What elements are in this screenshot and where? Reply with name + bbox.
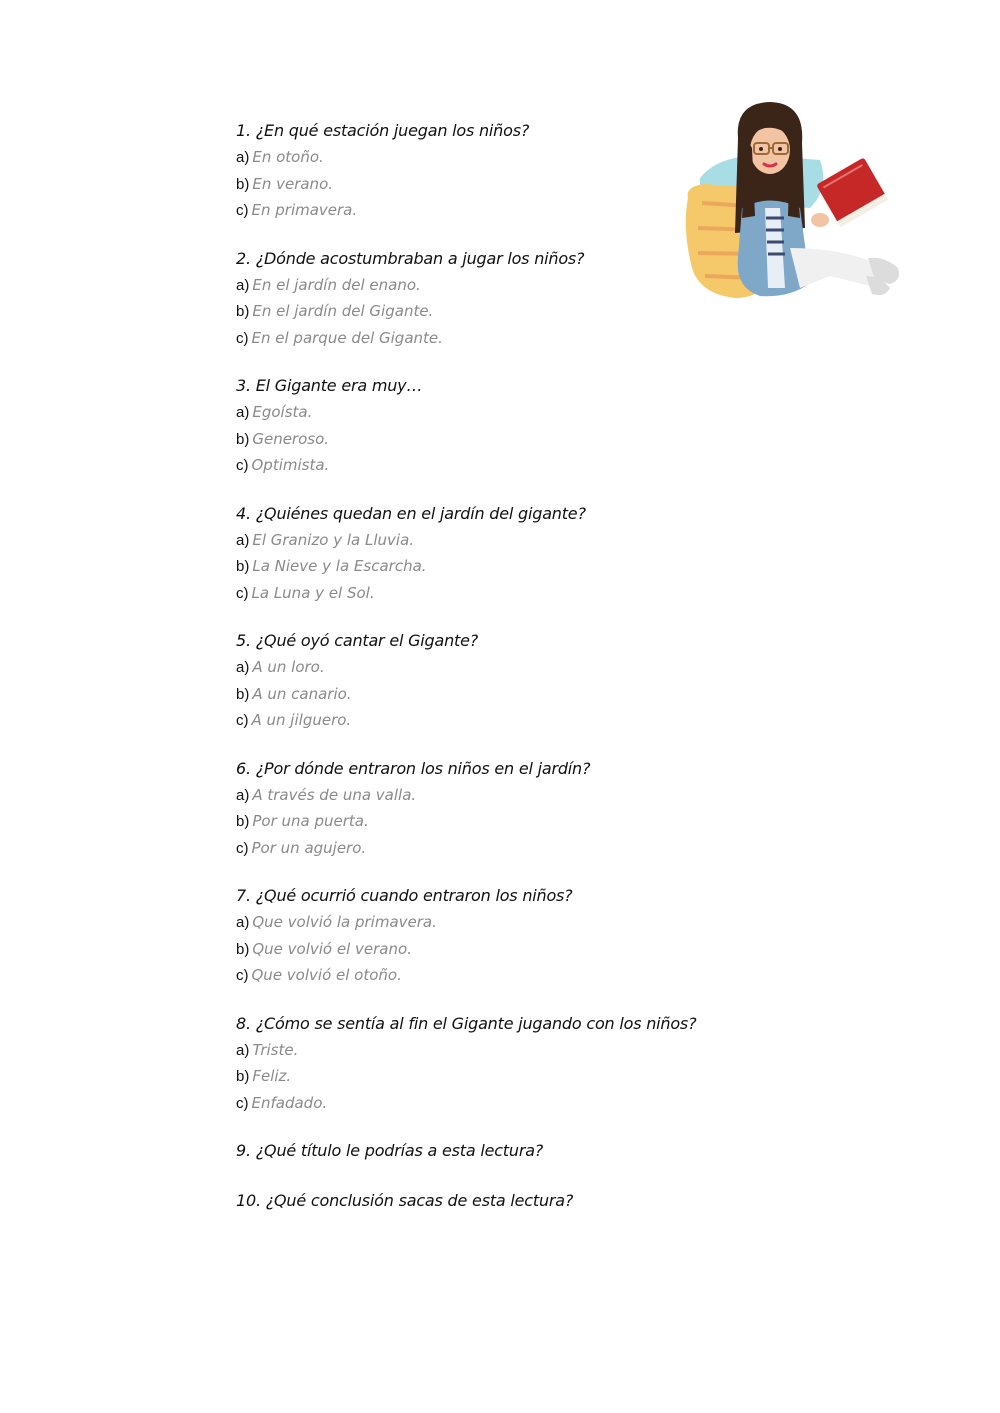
answer-option[interactable] (236, 298, 756, 325)
option-letter: b) (236, 685, 250, 703)
answer-option[interactable] (236, 654, 756, 681)
option-letter: a) (236, 404, 250, 421)
question-block (236, 373, 756, 479)
option-letter: c) (236, 1094, 249, 1112)
option-text: Egoísta. (252, 403, 313, 421)
option-text: Generoso. (252, 429, 330, 448)
option-text: Por una puerta. (252, 812, 369, 830)
answer-option[interactable] (236, 936, 756, 963)
question-text: 1. ¿En qué estación juegan los niños? (236, 121, 530, 140)
question-block (236, 118, 756, 224)
option-letter: b) (236, 175, 250, 193)
question-block (236, 883, 756, 989)
question-text: 5. ¿Qué oyó cantar el Gigante? (236, 631, 479, 650)
option-letter: a) (236, 914, 250, 931)
answer-option[interactable] (236, 197, 756, 224)
answer-option[interactable] (236, 171, 756, 198)
option-text: El Granizo y la Lluvia. (252, 530, 415, 549)
option-letter: c) (236, 457, 249, 474)
question-list (236, 118, 756, 1116)
option-letter: c) (236, 584, 249, 602)
option-letter: a) (236, 149, 250, 166)
option-letter: c) (236, 712, 249, 729)
option-text: La Luna y el Sol. (251, 583, 375, 602)
answer-option[interactable] (236, 452, 756, 479)
option-text: Que volvió el otoño. (251, 966, 402, 984)
answer-option[interactable] (236, 808, 756, 835)
answer-option[interactable] (236, 1090, 756, 1117)
option-letter: c) (236, 967, 249, 984)
quiz-section (236, 118, 756, 1238)
option-text: En verano. (252, 174, 334, 193)
option-letter: a) (236, 659, 250, 676)
option-letter: b) (236, 1068, 250, 1085)
question-text: 3. El Gigante era muy… (236, 376, 423, 395)
option-text: Que volvió la primavera. (252, 913, 437, 931)
answer-option[interactable] (236, 1037, 756, 1064)
answer-option[interactable] (236, 527, 756, 554)
answer-option[interactable] (236, 909, 756, 936)
option-text: Enfadado. (251, 1093, 328, 1112)
option-text: Optimista. (251, 456, 330, 474)
answer-option[interactable] (236, 272, 756, 299)
question-block (236, 1011, 756, 1117)
option-text: Que volvió el verano. (252, 939, 412, 958)
option-text: En otoño. (252, 148, 324, 166)
open-question-list (236, 1138, 756, 1214)
option-text: En el parque del Gigante. (251, 328, 443, 347)
option-text: A un loro. (252, 658, 325, 676)
option-text: Feliz. (252, 1067, 292, 1085)
option-letter: b) (236, 558, 250, 575)
question-block (236, 628, 756, 734)
option-letter: c) (236, 839, 249, 857)
answer-option[interactable] (236, 426, 756, 453)
option-letter: a) (236, 1041, 250, 1059)
option-letter: c) (236, 329, 249, 347)
option-letter: b) (236, 430, 250, 448)
option-text: En el jardín del enano. (252, 275, 421, 294)
question-text: 7. ¿Qué ocurrió cuando entraron los niños? (236, 886, 573, 905)
answer-option[interactable] (236, 707, 756, 734)
option-text: Triste. (252, 1040, 299, 1059)
open-question-text: 10. ¿Qué conclusión sacas de esta lectura? (236, 1191, 574, 1210)
option-letter: a) (236, 531, 250, 549)
option-letter: b) (236, 303, 250, 320)
question-text: 4. ¿Quiénes quedan en el jardín del gigante? (236, 503, 586, 523)
answer-option[interactable] (236, 325, 756, 352)
option-text: La Nieve y la Escarcha. (252, 557, 427, 575)
answer-option[interactable] (236, 782, 756, 809)
answer-option[interactable] (236, 681, 756, 708)
option-letter: a) (236, 276, 250, 294)
option-text: Por un agujero. (251, 838, 367, 857)
question-text: 2. ¿Dónde acostumbraban a jugar los niños? (236, 248, 585, 268)
option-text: En el jardín del Gigante. (252, 302, 434, 320)
answer-option[interactable] (236, 962, 756, 989)
option-text: En primavera. (251, 201, 358, 219)
option-letter: b) (236, 813, 250, 830)
question-block (236, 756, 756, 862)
option-text: A un jilguero. (251, 711, 352, 729)
answer-option[interactable] (236, 144, 756, 171)
option-letter: c) (236, 202, 249, 219)
question-text: 8. ¿Cómo se sentía al fin el Gigante jugando con los niños? (236, 1013, 697, 1033)
question-text: 6. ¿Por dónde entraron los niños en el jardín? (236, 758, 591, 778)
answer-option[interactable] (236, 835, 756, 862)
answer-option[interactable] (236, 553, 756, 580)
question-block (236, 501, 756, 607)
answer-option[interactable] (236, 399, 756, 426)
answer-option[interactable] (236, 580, 756, 607)
option-letter: a) (236, 786, 250, 804)
option-text: A través de una valla. (252, 785, 417, 804)
open-question-text: 9. ¿Qué título le podrías a esta lectura? (236, 1141, 544, 1160)
question-block (236, 246, 756, 352)
option-text: A un canario. (252, 684, 352, 703)
option-letter: b) (236, 940, 250, 958)
answer-option[interactable] (236, 1063, 756, 1090)
